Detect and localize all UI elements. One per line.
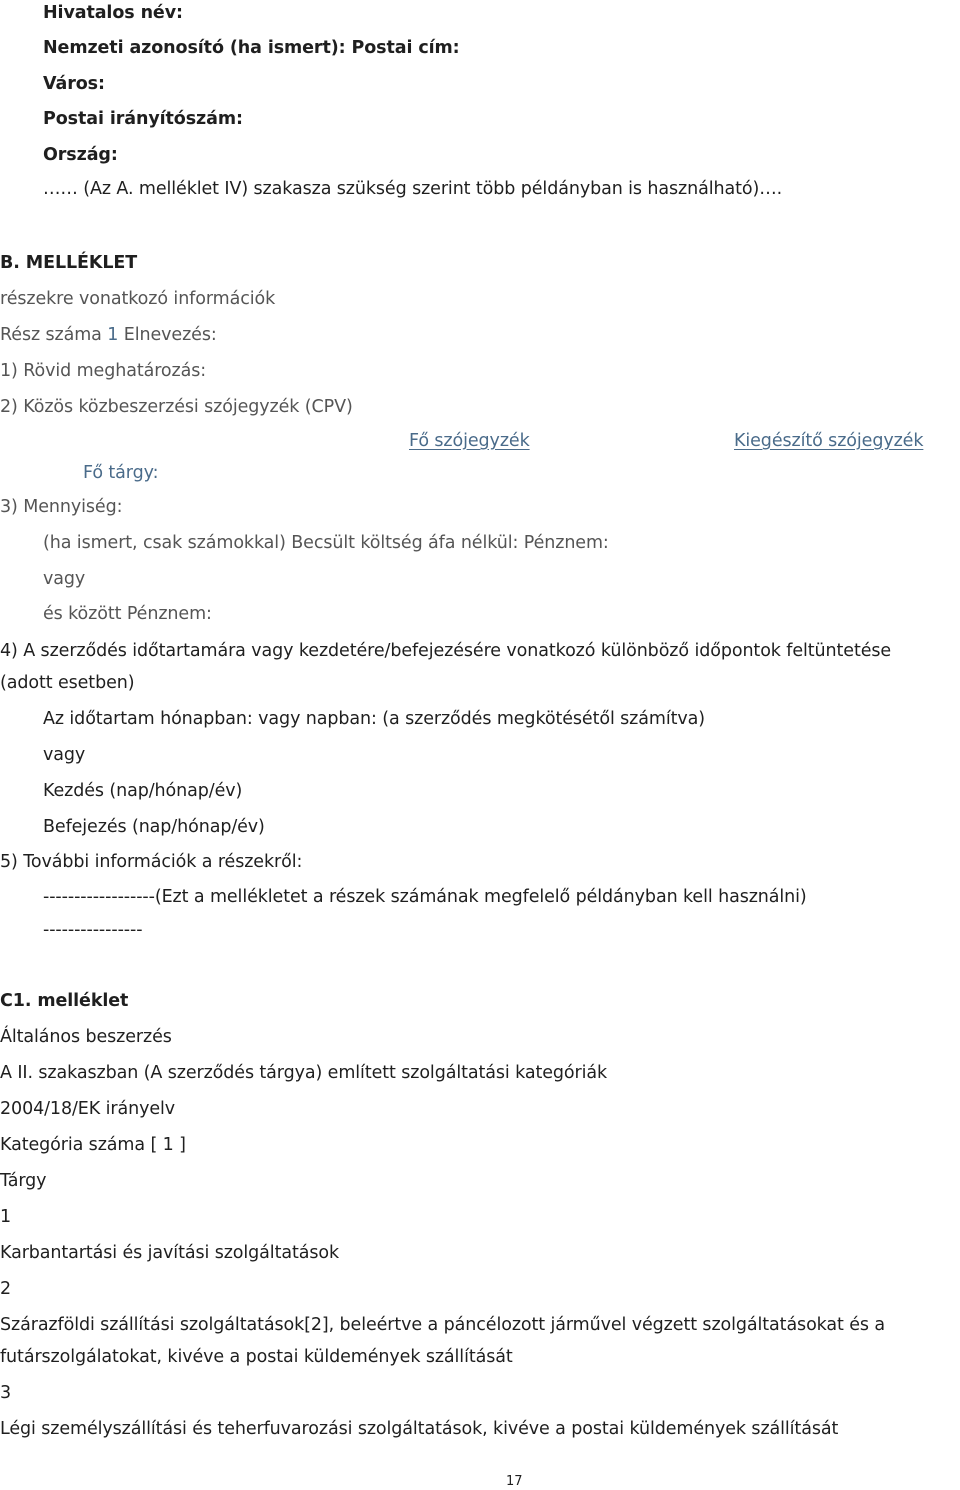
category-item-number: 2 — [0, 1279, 12, 1299]
category-item-text-continued: futárszolgálatokat, kivéve a postai küldemények szállítását — [0, 1347, 513, 1367]
category-item-text: Karbantartási és javítási szolgáltatások — [0, 1243, 339, 1263]
annex-c1-title: C1. melléklet — [0, 991, 129, 1011]
cpv-label: 2) Közös közbeszerzési szójegyzék (CPV) — [0, 397, 353, 417]
short-description-label: 1) Rövid meghatározás: — [0, 361, 207, 381]
main-vocabulary-link[interactable]: Fő szójegyzék — [409, 431, 530, 451]
service-categories-intro: A II. szakaszban (A szerződés tárgya) említett szolgáltatási kategóriák — [0, 1063, 608, 1083]
duration-heading-line2: (adott esetben) — [0, 673, 135, 693]
annex-b-subtitle: részekre vonatkozó információk — [0, 289, 276, 309]
main-object-label: Fő tárgy: — [83, 463, 159, 483]
or-text-2: vagy — [43, 745, 86, 765]
postal-code-label: Postai irányítószám: — [43, 109, 243, 129]
part-number-value: 1 — [107, 325, 119, 345]
city-label: Város: — [43, 74, 105, 94]
part-number-line — [0, 324, 217, 346]
general-procurement-label: Általános beszerzés — [0, 1027, 172, 1047]
estimated-cost-label: (ha ismert, csak számokkal) Becsült költség áfa nélkül: Pénznem: — [43, 533, 609, 553]
supplementary-vocabulary-link[interactable]: Kiegészítő szójegyzék — [734, 431, 924, 451]
category-number-label: Kategória száma [ 1 ] — [0, 1135, 186, 1155]
start-date-label: Kezdés (nap/hónap/év) — [43, 781, 243, 801]
category-item-text: Szárazföldi szállítási szolgáltatások[2], beleértve a páncélozott járművel végzett szolgáltatásokat és a — [0, 1315, 886, 1335]
category-item-number: 1 — [0, 1207, 12, 1227]
subject-label: Tárgy — [0, 1171, 47, 1191]
or-text-1: vagy — [43, 569, 86, 589]
category-item-number: 3 — [0, 1383, 12, 1403]
annex-note: …… (Az A. melléklet IV) szakasza szükség szerint több példányban is használható)…. — [43, 179, 783, 199]
official-name-label: Hivatalos név: — [43, 3, 183, 23]
end-date-label: Befejezés (nap/hónap/év) — [43, 817, 265, 837]
part-name-label: Elnevezés: — [123, 325, 217, 345]
country-label: Ország: — [43, 145, 118, 165]
category-item-text: Légi személyszállítási és teherfuvarozási szolgáltatások, kivéve a postai küldemények szállítását — [0, 1419, 839, 1439]
page-number: 17 — [506, 1474, 523, 1489]
usage-note-line2: ---------------- — [43, 920, 143, 940]
quantity-label: 3) Mennyiség: — [0, 497, 123, 517]
additional-info-label: 5) További információk a részekről: — [0, 852, 303, 872]
national-id-postal-label: Nemzeti azonosító (ha ismert): Postai cím: — [43, 38, 460, 58]
directive-label: 2004/18/EK irányelv — [0, 1099, 176, 1119]
duration-months-label: Az időtartam hónapban: vagy napban: (a szerződés megkötésétől számítva) — [43, 709, 705, 729]
annex-b-title: B. MELLÉKLET — [0, 253, 138, 273]
usage-note-line1: ------------------(Ezt a mellékletet a részek számának megfelelő példányban kell használni) — [43, 887, 807, 907]
between-currency-label: és között Pénznem: — [43, 604, 212, 624]
part-number-label: Rész száma — [0, 325, 102, 345]
duration-heading-line1: 4) A szerződés időtartamára vagy kezdetére/befejezésére vonatkozó különböző időpontok feltüntetése — [0, 641, 892, 661]
